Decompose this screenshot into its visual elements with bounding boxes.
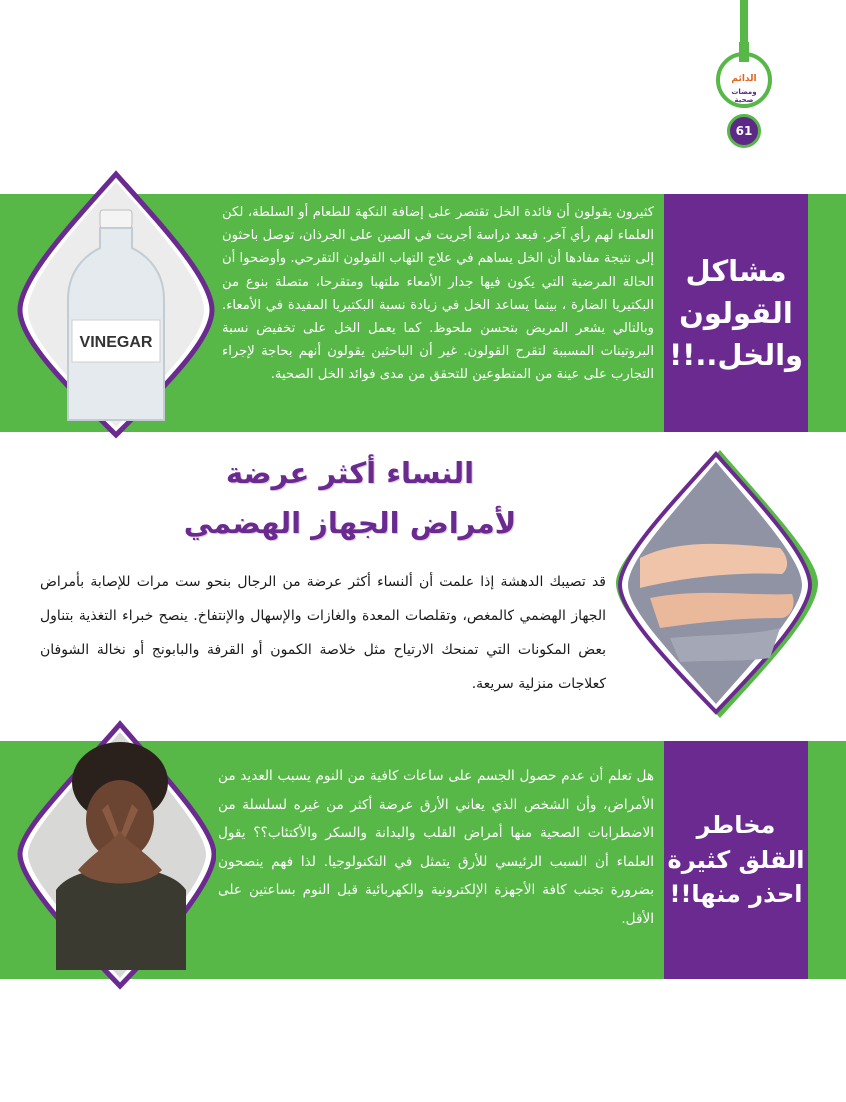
section3-title-line: احذر منها!! — [669, 880, 803, 909]
section1-image — [16, 170, 216, 440]
vinegar-bottle-icon — [16, 170, 216, 440]
stressed-woman-icon — [16, 720, 216, 990]
section3-body: هل تعلم أن عدم حصول الجسم على ساعات كافية من النوم يسبب العديد من الأمراض، وأن الشخص الذي يعاني الأرق عرضة أكثر من غيره لسلسلة من الاضطرابات الصحية منها أمراض القلب والبدانة والسكر والأكتئاب؟؟ يقول العلماء أن السبب الرئيسي للأرق يتمثل في التكنولوجيا. لذا فهم ينصحون بضرورة تجنب كافة الأجهزة الإلكترونية والكهربائية قبل النوم بساعتين على الأقل. — [218, 768, 654, 927]
section2-title-line2: لأمراض الجهاز الهضمي — [183, 506, 517, 540]
stomach-pain-icon — [610, 448, 822, 722]
section1-title-line: مشاكل — [685, 253, 787, 288]
page-number: 61 — [727, 114, 761, 148]
section2-body: قد تصيبك الدهشة إذا علمت أن ألنساء أكثر عرضة من الرجال بنحو ست مرات للإصابة بأمراض الجهاز الهضمي كالمغص، وتقلصات المعدة والغازات والإسهال والإنتفاخ. ينصح خبراء التغذية بتناول بعض المكونات التي تمنحك الارتياح مثل خلاصة الكمون أو القرفة والبابونج أو نخالة الشوفان كعلاجات منزلية سريعة. — [40, 574, 606, 692]
section1-body: كثيرون يقولون أن فائدة الخل تقتصر على إضافة النكهة للطعام أو السلطة، لكن العلماء لهم رأي آخر. فبعد دراسة أجريت في الصين على الجرذان، توصل باحثون إلى نتيجة مفادها أن الخل يساهم في علاج التهاب القولون التقرحي. وأوضحوا أن الحالة المرضية التي يكون فيها جدار الأمعاء ملتهبا ومتقرحا، متصلة بنوع من البكتيريا الضارة ، بينما يساعد الخل في زيادة نسبة البكتيريا المفيدة في الأمعاء. وبالتالي يشعر المريض بتحسن ملحوظ. كما يعمل الخل على تخفيض نسبة البروتينات المسببة لتقرح القولون. غير أن الباحثين يقولون أنهم بحاجة لإجراء التجارب على عينة من المتطوعين للتحقق من مدى فوائد الخل الصحية. — [222, 205, 654, 383]
section3-title-box — [664, 741, 808, 979]
section1-title-line: القولون — [679, 295, 793, 330]
section1-title-line: والخل..!! — [668, 338, 804, 373]
section2-headline — [130, 448, 570, 548]
vinegar-label-text: VINEGAR — [79, 334, 153, 351]
section3-title-line: القلق كثيرة — [667, 845, 805, 874]
section2-image — [610, 448, 822, 722]
section1-title-box — [664, 194, 808, 432]
logo-subtitle: ومضات صحية — [731, 88, 757, 104]
section3-image — [16, 720, 216, 990]
section3-title-line: مخاطر — [696, 810, 776, 839]
logo-title: الدائم — [731, 74, 757, 84]
section2-title-line1: النساء أكثر عرضة — [225, 456, 475, 490]
